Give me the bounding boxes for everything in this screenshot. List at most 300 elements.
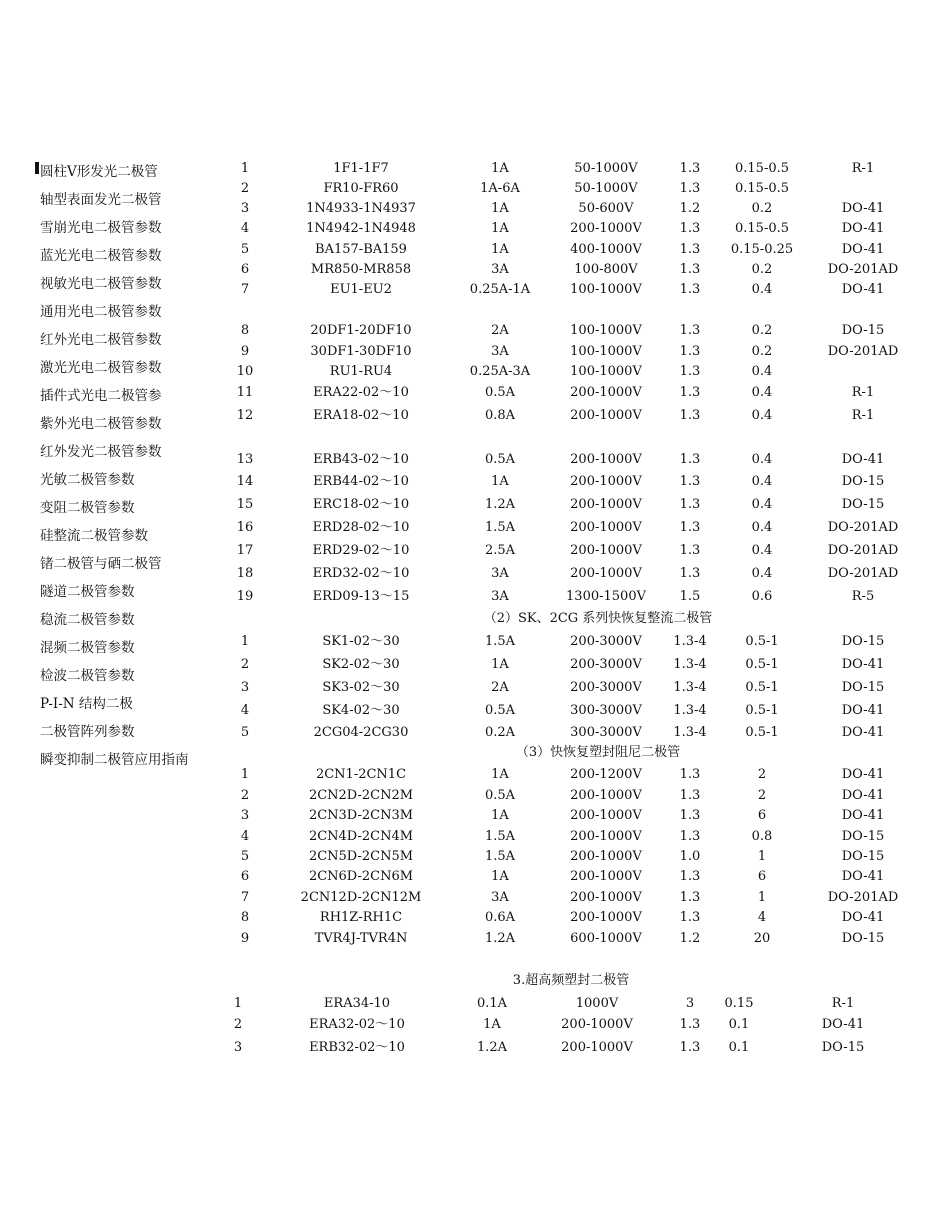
cell-forward-voltage: 1.0 <box>679 849 701 864</box>
cell-forward-voltage: 1.3 <box>679 242 701 257</box>
cell-forward-voltage: 1.3-4 <box>673 680 707 695</box>
table-row <box>0 518 950 538</box>
cell-model-range: ERA22-02～10 <box>313 385 409 400</box>
cell-voltage: 200-3000V <box>570 680 642 695</box>
sidebar-link-item[interactable]: 瞬变抑制二极管应用指南 <box>40 752 189 768</box>
cell-current: 0.1A <box>476 996 508 1011</box>
sidebar-link-item[interactable]: 混频二极管参数 <box>40 640 135 656</box>
cell-recovery-time: 0.2 <box>751 262 773 277</box>
cell-voltage: 200-1000V <box>570 474 642 489</box>
table-row <box>0 362 950 382</box>
cell-current: 1A <box>483 1017 501 1032</box>
cell-package: R-1 <box>831 996 855 1011</box>
table-row <box>0 260 950 280</box>
cell-current: 3A <box>491 589 509 604</box>
cell-model-range: ERD28-02～10 <box>312 520 410 535</box>
cell-model-range: BA157-BA159 <box>315 242 407 257</box>
cell-model-range: ERD09-13～15 <box>312 589 410 604</box>
cell-model-range: SK1-02～30 <box>322 634 400 649</box>
sidebar-link-item[interactable]: 锗二极管与硒二极管 <box>40 556 162 572</box>
cell-row-number: 2 <box>240 181 250 196</box>
cell-model-range: ERB32-02～10 <box>309 1040 405 1055</box>
cell-package: DO-15 <box>841 829 885 844</box>
cell-forward-voltage: 1.3-4 <box>673 657 707 672</box>
cell-voltage: 200-1000V <box>561 1017 633 1032</box>
section-title-text: （3）快恢复塑封阻尼二极管 <box>515 745 681 760</box>
cell-voltage: 200-1000V <box>570 910 642 925</box>
cell-package: DO-41 <box>841 869 885 884</box>
table-row <box>0 632 950 652</box>
cell-recovery-time: 0.4 <box>751 543 773 558</box>
cell-voltage: 200-1000V <box>570 497 642 512</box>
cell-current: 2A <box>491 680 509 695</box>
cell-row-number: 5 <box>240 725 250 740</box>
sidebar-link-item[interactable]: 激光光电二极管参数 <box>40 360 162 376</box>
cell-voltage: 1000V <box>575 996 619 1011</box>
cell-model-range: ERC18-02～10 <box>312 497 410 512</box>
cell-current: 1.5A <box>484 829 516 844</box>
table-row <box>0 199 950 219</box>
cell-current: 3A <box>491 344 509 359</box>
cell-recovery-time: 0.15-0.5 <box>734 161 790 176</box>
cell-recovery-time: 0.8 <box>751 829 773 844</box>
cell-current: 0.5A <box>484 703 516 718</box>
cell-model-range: 2CN12D-2CN12M <box>300 890 422 905</box>
cell-recovery-time: 6 <box>757 808 767 823</box>
cell-row-number: 3 <box>233 1040 243 1055</box>
cell-row-number: 6 <box>240 262 250 277</box>
cell-forward-voltage: 1.2 <box>679 931 701 946</box>
sidebar-link-item[interactable]: 硅整流二极管参数 <box>40 528 148 544</box>
cell-package: DO-41 <box>841 452 885 467</box>
cell-recovery-time: 0.6 <box>751 589 773 604</box>
cell-forward-voltage: 1.3 <box>679 385 701 400</box>
table-row <box>0 806 950 826</box>
table-row <box>0 929 950 949</box>
cell-package: DO-201AD <box>827 344 899 359</box>
cell-voltage: 200-3000V <box>570 657 642 672</box>
cell-forward-voltage: 1.3 <box>679 221 701 236</box>
cell-row-number: 19 <box>236 589 254 604</box>
table-row <box>0 472 950 492</box>
cell-recovery-time: 20 <box>753 931 771 946</box>
cell-recovery-time: 0.1 <box>728 1040 750 1055</box>
cell-package: R-1 <box>851 408 875 423</box>
cell-row-number: 17 <box>236 543 254 558</box>
cell-model-range: 1F1-1F7 <box>333 161 389 176</box>
cell-current: 1.5A <box>484 634 516 649</box>
cell-forward-voltage: 1.3 <box>679 161 701 176</box>
cell-current: 1.2A <box>484 497 516 512</box>
section-title-text: （2）SK、2CG 系列快恢复整流二极管 <box>483 611 713 626</box>
table-row <box>0 994 950 1014</box>
sidebar-link-item[interactable]: P-I-N 结构二极 <box>40 696 133 712</box>
cell-row-number: 1 <box>240 161 250 176</box>
cell-package: DO-15 <box>821 1040 865 1055</box>
cell-forward-voltage: 1.3 <box>679 408 701 423</box>
cell-package: DO-41 <box>841 221 885 236</box>
cell-current: 1A-6A <box>480 181 520 196</box>
cell-model-range: 2CN3D-2CN3M <box>308 808 414 823</box>
cell-row-number: 3 <box>240 808 250 823</box>
cell-package: DO-41 <box>841 242 885 257</box>
cell-row-number: 1 <box>240 767 250 782</box>
table-row <box>0 495 950 515</box>
cell-voltage: 100-1000V <box>570 282 642 297</box>
cell-model-range: RU1-RU4 <box>329 364 393 379</box>
cell-current: 3A <box>491 890 509 905</box>
cell-model-range: RH1Z-RH1C <box>319 910 403 925</box>
cell-package: DO-201AD <box>827 566 899 581</box>
cell-recovery-time: 0.5-1 <box>745 634 779 649</box>
cell-forward-voltage: 1.3 <box>679 474 701 489</box>
cell-current: 0.5A <box>484 385 516 400</box>
cell-voltage: 100-800V <box>574 262 638 277</box>
table-row <box>0 1015 950 1035</box>
cell-forward-voltage: 1.2 <box>679 201 701 216</box>
cell-model-range: 1N4933-1N4937 <box>306 201 416 216</box>
cell-row-number: 8 <box>240 910 250 925</box>
cell-package: DO-15 <box>841 323 885 338</box>
cell-voltage: 300-3000V <box>570 703 642 718</box>
cell-row-number: 2 <box>233 1017 243 1032</box>
cell-voltage: 200-1000V <box>570 788 642 803</box>
cell-voltage: 200-1200V <box>570 767 642 782</box>
cell-voltage: 1300-1500V <box>566 589 646 604</box>
cell-forward-voltage: 1.3 <box>679 890 701 905</box>
cell-package: DO-41 <box>841 282 885 297</box>
cell-row-number: 1 <box>233 996 243 1011</box>
cell-voltage: 50-1000V <box>574 161 638 176</box>
cell-recovery-time: 0.15-0.25 <box>730 242 794 257</box>
cell-recovery-time: 0.4 <box>751 497 773 512</box>
sidebar-link-item[interactable]: 视敏光电二极管参数 <box>40 276 162 292</box>
table-row <box>0 342 950 362</box>
cell-row-number: 12 <box>236 408 254 423</box>
cell-forward-voltage: 1.3 <box>679 543 701 558</box>
cell-voltage: 600-1000V <box>570 931 642 946</box>
cell-row-number: 11 <box>236 385 254 400</box>
cell-model-range: 30DF1-30DF10 <box>310 344 412 359</box>
cell-forward-voltage: 1.3 <box>679 262 701 277</box>
cell-voltage: 200-1000V <box>570 566 642 581</box>
cell-voltage: 200-1000V <box>570 520 642 535</box>
cell-package: DO-41 <box>821 1017 865 1032</box>
sidebar-link-item[interactable]: 紫外光电二极管参数 <box>40 416 162 432</box>
cell-forward-voltage: 1.3 <box>679 323 701 338</box>
cell-model-range: 2CN5D-2CN5M <box>308 849 414 864</box>
cell-recovery-time: 0.4 <box>751 474 773 489</box>
cell-current: 0.5A <box>484 452 516 467</box>
cell-forward-voltage: 1.3 <box>679 520 701 535</box>
cell-row-number: 9 <box>240 344 250 359</box>
cell-model-range: 2CN2D-2CN2M <box>308 788 414 803</box>
cell-forward-voltage: 1.3 <box>679 808 701 823</box>
cell-recovery-time: 0.5-1 <box>745 680 779 695</box>
sidebar-link-item[interactable]: 插件式光电二极管参 <box>40 388 162 404</box>
cell-model-range: SK2-02～30 <box>322 657 400 672</box>
cell-recovery-time: 0.2 <box>751 201 773 216</box>
cell-forward-voltage: 1.3 <box>679 829 701 844</box>
cell-current: 2A <box>491 323 509 338</box>
cell-forward-voltage: 1.3 <box>679 767 701 782</box>
sidebar-link-item[interactable]: 变阻二极管参数 <box>40 500 135 516</box>
cell-model-range: ERD32-02～10 <box>312 566 410 581</box>
cell-row-number: 9 <box>240 931 250 946</box>
cell-voltage: 200-1000V <box>570 849 642 864</box>
cell-voltage: 200-1000V <box>570 808 642 823</box>
cell-package: DO-41 <box>841 910 885 925</box>
cell-recovery-time: 0.4 <box>751 364 773 379</box>
cell-recovery-time: 0.2 <box>751 323 773 338</box>
cell-current: 1.5A <box>484 849 516 864</box>
cell-recovery-time: 0.4 <box>751 385 773 400</box>
cell-recovery-time: 0.5-1 <box>745 725 779 740</box>
cell-model-range: ERB44-02～10 <box>313 474 409 489</box>
cell-row-number: 7 <box>240 282 250 297</box>
cell-current: 1A <box>491 869 509 884</box>
cell-current: 3A <box>491 566 509 581</box>
cell-current: 3A <box>491 262 509 277</box>
sidebar-link-item[interactable]: 通用光电二极管参数 <box>40 304 162 320</box>
cell-package: DO-201AD <box>827 543 899 558</box>
cell-model-range: ERA34-10 <box>323 996 391 1011</box>
cell-model-range: 20DF1-20DF10 <box>310 323 412 338</box>
cell-forward-voltage: 1.3 <box>679 1017 701 1032</box>
table-row <box>0 765 950 785</box>
sidebar-link-item[interactable]: 红外光电二极管参数 <box>40 332 162 348</box>
cell-recovery-time: 0.4 <box>751 282 773 297</box>
cell-current: 0.8A <box>484 408 516 423</box>
cell-recovery-time: 0.4 <box>751 408 773 423</box>
table-row <box>0 908 950 928</box>
cell-model-range: 2CN6D-2CN6M <box>308 869 414 884</box>
cell-package: DO-201AD <box>827 890 899 905</box>
cell-current: 2.5A <box>484 543 516 558</box>
cell-forward-voltage: 1.3 <box>679 181 701 196</box>
cell-forward-voltage: 1.3 <box>679 566 701 581</box>
sidebar-link-item[interactable]: 光敏二极管参数 <box>40 472 135 488</box>
cell-voltage: 200-1000V <box>570 221 642 236</box>
cell-forward-voltage: 1.3 <box>679 869 701 884</box>
cell-row-number: 15 <box>236 497 254 512</box>
table-row <box>0 159 950 179</box>
cell-package: R-1 <box>851 161 875 176</box>
cell-package: DO-41 <box>841 703 885 718</box>
cell-row-number: 16 <box>236 520 254 535</box>
cell-recovery-time: 0.15 <box>724 996 754 1011</box>
cell-forward-voltage: 1.3-4 <box>673 703 707 718</box>
cell-package: DO-41 <box>841 808 885 823</box>
cell-current: 1A <box>491 242 509 257</box>
cell-recovery-time: 6 <box>757 869 767 884</box>
cell-model-range: ERB43-02～10 <box>313 452 409 467</box>
cell-current: 0.2A <box>484 725 516 740</box>
cell-package: DO-15 <box>841 680 885 695</box>
cell-row-number: 2 <box>240 788 250 803</box>
table-row <box>0 1038 950 1058</box>
cell-voltage: 200-3000V <box>570 634 642 649</box>
cell-recovery-time: 0.4 <box>751 520 773 535</box>
cell-voltage: 200-1000V <box>570 869 642 884</box>
cell-current: 1A <box>491 221 509 236</box>
cell-voltage: 200-1000V <box>570 829 642 844</box>
cell-model-range: TVR4J-TVR4N <box>314 931 408 946</box>
cell-recovery-time: 0.2 <box>751 344 773 359</box>
cell-voltage: 50-1000V <box>574 181 638 196</box>
cell-recovery-time: 4 <box>757 910 767 925</box>
cell-package: DO-41 <box>841 767 885 782</box>
table-row <box>0 179 950 199</box>
cell-voltage: 200-1000V <box>561 1040 633 1055</box>
section-title-text: 3.超高频塑封二极管 <box>512 973 630 988</box>
table-row <box>0 280 950 300</box>
cell-row-number: 10 <box>236 364 254 379</box>
cell-row-number: 13 <box>236 452 254 467</box>
cell-package: DO-41 <box>841 201 885 216</box>
table-row <box>0 678 950 698</box>
cell-forward-voltage: 1.3 <box>679 452 701 467</box>
cell-forward-voltage: 1.3 <box>679 282 701 297</box>
cell-current: 0.5A <box>484 788 516 803</box>
cell-forward-voltage: 3 <box>685 996 695 1011</box>
cell-forward-voltage: 1.3 <box>679 1040 701 1055</box>
cell-current: 1A <box>491 808 509 823</box>
cell-package: DO-15 <box>841 474 885 489</box>
cell-package: DO-15 <box>841 931 885 946</box>
table-row <box>0 867 950 887</box>
table-row <box>0 723 950 743</box>
sidebar-link-item[interactable]: 轴型表面发光二极管 <box>40 192 162 208</box>
cell-package: DO-15 <box>841 634 885 649</box>
cell-voltage: 200-1000V <box>570 543 642 558</box>
cell-voltage: 200-1000V <box>570 408 642 423</box>
cell-recovery-time: 0.4 <box>751 566 773 581</box>
cell-model-range: SK3-02～30 <box>322 680 400 695</box>
sidebar-link-item[interactable]: 蓝光光电二极管参数 <box>40 248 162 264</box>
cell-recovery-time: 0.15-0.5 <box>734 221 790 236</box>
table-row <box>0 587 950 607</box>
cell-current: 1A <box>491 767 509 782</box>
cell-package: DO-201AD <box>827 520 899 535</box>
cell-row-number: 4 <box>240 829 250 844</box>
cell-package: DO-201AD <box>827 262 899 277</box>
table-row <box>0 321 950 341</box>
sidebar-link-item[interactable]: 隧道二极管参数 <box>40 584 135 600</box>
cell-current: 1A <box>491 201 509 216</box>
cell-model-range: ERA32-02～10 <box>309 1017 405 1032</box>
table-row <box>0 240 950 260</box>
sidebar-link-item[interactable]: 圆柱V形发光二极管 <box>40 164 158 180</box>
table-row <box>0 564 950 584</box>
sidebar-link-item[interactable]: 检波二极管参数 <box>40 668 135 684</box>
cell-recovery-time: 0.5-1 <box>745 703 779 718</box>
cell-package: DO-41 <box>841 725 885 740</box>
table-row <box>0 219 950 239</box>
cell-row-number: 5 <box>240 849 250 864</box>
cell-recovery-time: 0.1 <box>728 1017 750 1032</box>
cell-voltage: 400-1000V <box>570 242 642 257</box>
cell-current: 0.25A-1A <box>469 282 531 297</box>
sidebar-link-item[interactable]: 稳流二极管参数 <box>40 612 135 628</box>
table-row <box>0 888 950 908</box>
cell-voltage: 100-1000V <box>570 323 642 338</box>
cell-current: 1.2A <box>476 1040 508 1055</box>
cell-voltage: 200-1000V <box>570 452 642 467</box>
cell-row-number: 7 <box>240 890 250 905</box>
cell-recovery-time: 1 <box>757 890 767 905</box>
cell-voltage: 300-3000V <box>570 725 642 740</box>
table-row <box>0 383 950 403</box>
cell-current: 1.2A <box>484 931 516 946</box>
cell-recovery-time: 2 <box>757 788 767 803</box>
cell-voltage: 100-1000V <box>570 364 642 379</box>
cell-model-range: SK4-02～30 <box>322 703 400 718</box>
cell-row-number: 8 <box>240 323 250 338</box>
cell-forward-voltage: 1.3-4 <box>673 634 707 649</box>
cell-model-range: ERD29-02～10 <box>312 543 410 558</box>
cell-voltage: 200-1000V <box>570 890 642 905</box>
sidebar-link-item[interactable]: 红外发光二极管参数 <box>40 444 162 460</box>
table-row <box>0 786 950 806</box>
cell-model-range: 2CN4D-2CN4M <box>308 829 414 844</box>
cell-model-range: 2CN1-2CN1C <box>315 767 407 782</box>
cell-package: R-5 <box>851 589 875 604</box>
cell-recovery-time: 0.5-1 <box>745 657 779 672</box>
cell-model-range: EU1-EU2 <box>330 282 392 297</box>
cell-row-number: 18 <box>236 566 254 581</box>
cell-forward-voltage: 1.3 <box>679 344 701 359</box>
cell-row-number: 14 <box>236 474 254 489</box>
cell-current: 1A <box>491 474 509 489</box>
sidebar-link-item[interactable]: 雪崩光电二极管参数 <box>40 220 162 236</box>
cell-current: 1.5A <box>484 520 516 535</box>
cell-package: R-1 <box>851 385 875 400</box>
cell-recovery-time: 0.15-0.5 <box>734 181 790 196</box>
cell-forward-voltage: 1.3 <box>679 497 701 512</box>
table-row <box>0 655 950 675</box>
cell-voltage: 100-1000V <box>570 344 642 359</box>
cell-row-number: 4 <box>240 703 250 718</box>
table-row <box>0 847 950 867</box>
cell-row-number: 6 <box>240 869 250 884</box>
cell-current: 0.6A <box>484 910 516 925</box>
cell-row-number: 1 <box>240 634 250 649</box>
cell-model-range: MR850-MR858 <box>310 262 412 277</box>
cell-voltage: 200-1000V <box>570 385 642 400</box>
cell-forward-voltage: 1.5 <box>679 589 701 604</box>
table-row <box>0 701 950 721</box>
table-row <box>0 541 950 561</box>
cell-package: DO-15 <box>841 849 885 864</box>
cell-forward-voltage: 1.3 <box>679 788 701 803</box>
cell-forward-voltage: 1.3 <box>679 910 701 925</box>
cell-row-number: 5 <box>240 242 250 257</box>
cell-current: 0.25A-3A <box>469 364 531 379</box>
table-row <box>0 406 950 426</box>
cell-current: 1A <box>491 657 509 672</box>
cell-row-number: 2 <box>240 657 250 672</box>
cell-model-range: ERA18-02～10 <box>313 408 409 423</box>
cell-row-number: 3 <box>240 201 250 216</box>
cell-recovery-time: 1 <box>757 849 767 864</box>
cell-row-number: 3 <box>240 680 250 695</box>
table-row <box>0 827 950 847</box>
cell-recovery-time: 0.4 <box>751 452 773 467</box>
cell-forward-voltage: 1.3 <box>679 364 701 379</box>
sidebar-link-item[interactable]: 二极管阵列参数 <box>40 724 135 740</box>
cell-current: 1A <box>491 161 509 176</box>
